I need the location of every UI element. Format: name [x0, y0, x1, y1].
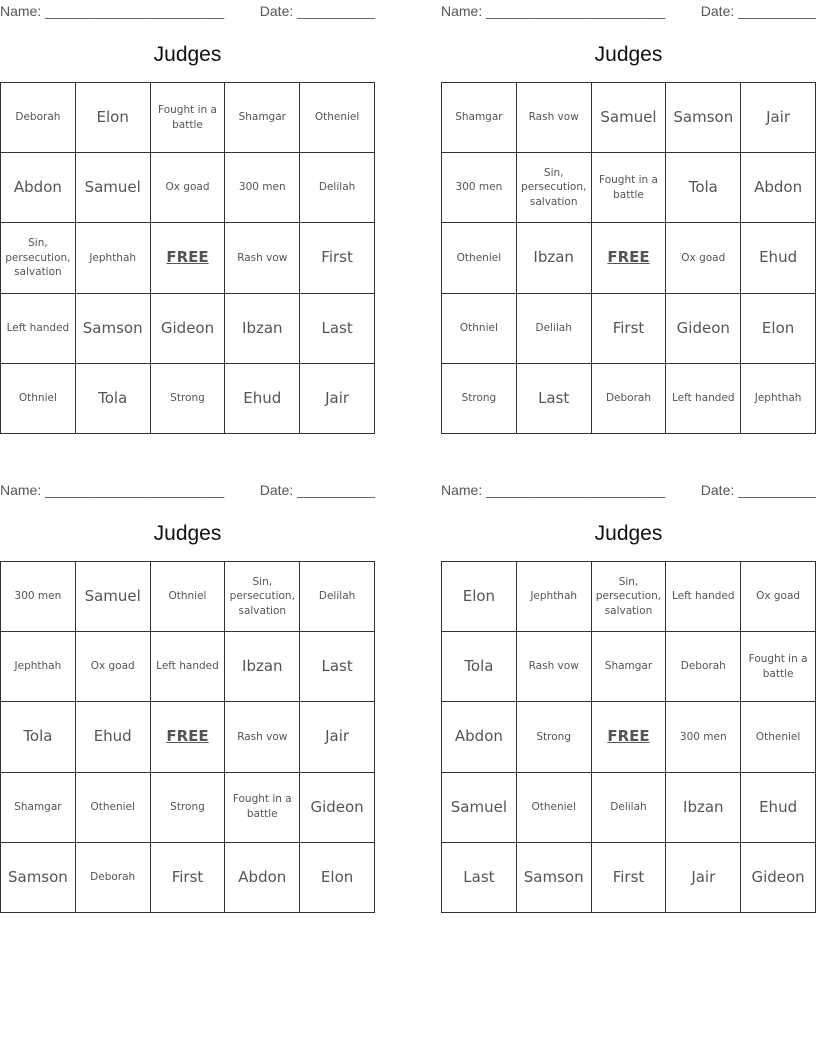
grid-cell: Deborah — [666, 632, 741, 702]
grid-cell: Ox goad — [150, 153, 225, 223]
grid-cell: Jair — [741, 83, 816, 153]
name-date-line — [0, 482, 375, 498]
free-space-cell: FREE — [591, 223, 666, 293]
name-date-line — [441, 482, 816, 498]
grid-cell: Ehud — [75, 702, 150, 772]
grid-cell: Elon — [75, 83, 150, 153]
bingo-grid — [441, 561, 816, 913]
grid-row — [442, 363, 816, 433]
bingo-grid — [441, 82, 816, 434]
grid-cell: Othniel — [150, 562, 225, 632]
grid-cell: Samuel — [75, 153, 150, 223]
grid-row — [442, 702, 816, 772]
grid-cell: Sin, persecution, salvation — [591, 562, 666, 632]
grid-cell: Tola — [666, 153, 741, 223]
grid-cell: Ibzan — [666, 772, 741, 842]
grid-cell: Gideon — [666, 293, 741, 363]
grid-cell: Left handed — [666, 562, 741, 632]
grid-cell: Strong — [150, 363, 225, 433]
grid-cell: Tola — [442, 632, 517, 702]
grid-cell: Tola — [75, 363, 150, 433]
grid-cell: Rash vow — [516, 83, 591, 153]
grid-cell: Strong — [150, 772, 225, 842]
grid-cell: Tola — [1, 702, 76, 772]
grid-cell: Ibzan — [516, 223, 591, 293]
grid-cell: Jair — [666, 842, 741, 912]
grid-cell: Shamgar — [591, 632, 666, 702]
grid-cell: Deborah — [75, 842, 150, 912]
name-field-label: Name: _______________________ — [441, 3, 666, 19]
grid-cell: Rash vow — [516, 632, 591, 702]
grid-cell: Ehud — [225, 363, 300, 433]
grid-cell: Othniel — [1, 363, 76, 433]
grid-cell: Rash vow — [225, 223, 300, 293]
grid-cell: Delilah — [591, 772, 666, 842]
date-field-label: Date: __________ — [700, 3, 816, 19]
grid-row — [442, 562, 816, 632]
date-field-label: Date: __________ — [700, 482, 816, 498]
grid-row — [1, 363, 375, 433]
grid-row — [1, 153, 375, 223]
grid-cell: Sin, persecution, salvation — [225, 562, 300, 632]
grid-cell: Gideon — [741, 842, 816, 912]
grid-cell: Ehud — [741, 772, 816, 842]
name-field-label: Name: _______________________ — [0, 3, 225, 19]
grid-cell: Samuel — [591, 83, 666, 153]
grid-row — [442, 223, 816, 293]
bingo-card-3 — [0, 479, 375, 919]
grid-row — [1, 842, 375, 912]
grid-cell: Abdon — [442, 702, 517, 772]
grid-cell: Last — [442, 842, 517, 912]
grid-cell: Jephthah — [75, 223, 150, 293]
grid-cell: Othniel — [442, 293, 517, 363]
grid-cell: 300 men — [666, 702, 741, 772]
grid-cell: Shamgar — [442, 83, 517, 153]
grid-cell: Elon — [741, 293, 816, 363]
card-title: Judges — [594, 43, 663, 66]
grid-cell: Deborah — [1, 83, 76, 153]
grid-cell: 300 men — [225, 153, 300, 223]
card-title: Judges — [594, 522, 663, 545]
grid-cell: Abdon — [741, 153, 816, 223]
grid-cell: Last — [300, 293, 375, 363]
grid-cell: Samson — [75, 293, 150, 363]
grid-cell: First — [591, 842, 666, 912]
grid-cell: Last — [300, 632, 375, 702]
grid-cell: Sin, persecution, salvation — [1, 223, 76, 293]
grid-cell: Otheniel — [741, 702, 816, 772]
grid-cell: Sin, persecution, salvation — [516, 153, 591, 223]
grid-row — [442, 632, 816, 702]
grid-row — [1, 702, 375, 772]
grid-cell: Samuel — [442, 772, 517, 842]
bingo-grid — [0, 561, 375, 913]
bingo-card-2 — [441, 0, 816, 440]
grid-cell: Abdon — [225, 842, 300, 912]
grid-cell: Fought in a battle — [591, 153, 666, 223]
grid-row — [442, 153, 816, 223]
grid-cell: Otheniel — [442, 223, 517, 293]
grid-row — [1, 632, 375, 702]
grid-cell: Fought in a battle — [741, 632, 816, 702]
bingo-card-4 — [441, 479, 816, 919]
grid-cell: Samson — [666, 83, 741, 153]
grid-cell: Left handed — [666, 363, 741, 433]
grid-cell: Delilah — [300, 562, 375, 632]
grid-cell: Ox goad — [666, 223, 741, 293]
grid-cell: Jephthah — [1, 632, 76, 702]
grid-cell: Gideon — [150, 293, 225, 363]
grid-cell: Fought in a battle — [225, 772, 300, 842]
grid-cell: Ibzan — [225, 293, 300, 363]
free-space-cell: FREE — [150, 702, 225, 772]
free-space-cell: FREE — [150, 223, 225, 293]
grid-cell: Shamgar — [225, 83, 300, 153]
grid-cell: Gideon — [300, 772, 375, 842]
grid-cell: Otheniel — [300, 83, 375, 153]
grid-cell: Fought in a battle — [150, 83, 225, 153]
free-space-cell: FREE — [591, 702, 666, 772]
grid-cell: Ox goad — [741, 562, 816, 632]
grid-cell: Strong — [442, 363, 517, 433]
card-title: Judges — [153, 522, 222, 545]
grid-cell: Strong — [516, 702, 591, 772]
grid-cell: Last — [516, 363, 591, 433]
grid-row — [1, 772, 375, 842]
grid-cell: Ox goad — [75, 632, 150, 702]
grid-row — [442, 772, 816, 842]
grid-cell: Delilah — [300, 153, 375, 223]
date-field-label: Date: __________ — [259, 482, 375, 498]
grid-cell: Deborah — [591, 363, 666, 433]
name-field-label: Name: _______________________ — [441, 482, 666, 498]
grid-cell: Jair — [300, 702, 375, 772]
grid-row — [1, 223, 375, 293]
grid-row — [442, 83, 816, 153]
grid-cell: Samson — [516, 842, 591, 912]
name-date-line — [0, 3, 375, 19]
grid-row — [1, 562, 375, 632]
grid-cell: Samson — [1, 842, 76, 912]
grid-cell: Left handed — [150, 632, 225, 702]
grid-cell: Otheniel — [516, 772, 591, 842]
card-title: Judges — [153, 43, 222, 66]
grid-cell: Jephthah — [516, 562, 591, 632]
grid-row — [1, 293, 375, 363]
grid-row — [442, 842, 816, 912]
grid-cell: Ibzan — [225, 632, 300, 702]
grid-cell: First — [591, 293, 666, 363]
grid-cell: Abdon — [1, 153, 76, 223]
grid-cell: Shamgar — [1, 772, 76, 842]
grid-cell: 300 men — [442, 153, 517, 223]
grid-row — [1, 83, 375, 153]
grid-cell: Ehud — [741, 223, 816, 293]
grid-cell: Samuel — [75, 562, 150, 632]
grid-cell: Elon — [442, 562, 517, 632]
grid-cell: Elon — [300, 842, 375, 912]
grid-cell: First — [150, 842, 225, 912]
grid-cell: Otheniel — [75, 772, 150, 842]
grid-cell: Jair — [300, 363, 375, 433]
grid-cell: 300 men — [1, 562, 76, 632]
date-field-label: Date: __________ — [259, 3, 375, 19]
bingo-grid — [0, 82, 375, 434]
grid-cell: First — [300, 223, 375, 293]
grid-cell: Jephthah — [741, 363, 816, 433]
grid-cell: Rash vow — [225, 702, 300, 772]
grid-cell: Left handed — [1, 293, 76, 363]
bingo-card-1 — [0, 0, 375, 440]
grid-cell: Delilah — [516, 293, 591, 363]
grid-row — [442, 293, 816, 363]
name-date-line — [441, 3, 816, 19]
name-field-label: Name: _______________________ — [0, 482, 225, 498]
